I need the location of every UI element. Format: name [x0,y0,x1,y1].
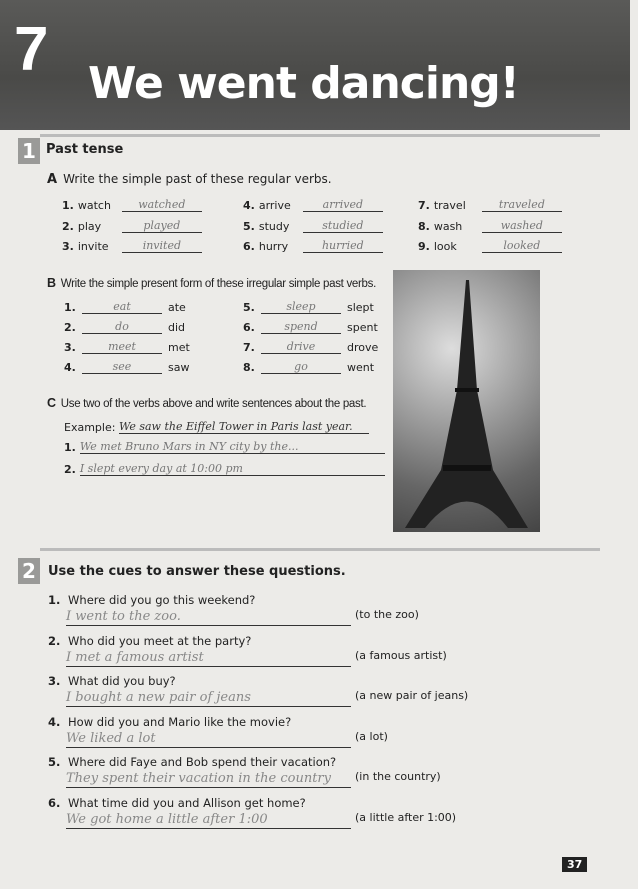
answer-blank[interactable]: drive [261,340,341,354]
cue: (a new pair of jeans) [355,689,469,702]
instruction-c: C Use two of the verbs above and write sentences about the past. [47,396,367,410]
section-title: Past tense [46,142,124,157]
answer-blank[interactable]: spend [261,320,341,334]
verb-item: 6. hurry hurried [243,239,383,253]
question: 4. How did you and Mario like the movie? [48,714,292,729]
question: 1. Where did you go this weekend? [48,593,256,607]
irregular-item: 2. do did [64,320,186,334]
page-number: 37 [562,857,587,872]
verb-item: 2. play played [62,219,202,233]
cue: (to the zoo) [355,608,419,621]
irregular-item: 8. go went [243,360,375,374]
answer-blank[interactable]: studied [303,219,383,233]
answer-blank[interactable]: invited [122,239,202,253]
answer-blank[interactable]: washed [482,219,562,233]
answer-line[interactable]: We liked a lot [66,731,351,748]
irregular-item: 7. drive drove [243,340,379,354]
verb-item: 3. invite invited [62,239,202,253]
verb-item: 9. look looked [418,239,562,253]
verb-item: 1. watch watched [62,198,202,212]
cue: (a famous artist) [355,648,447,662]
answer-blank[interactable]: go [261,360,341,374]
irregular-item: 5. sleep slept [243,300,374,314]
answer-blank[interactable]: hurried [303,239,383,253]
answer-blank[interactable]: watched [122,198,202,212]
instruction-b: B Write the simple present form of these irregular simple past verbs. [47,276,376,290]
answer-line[interactable]: I bought a new pair of jeans [66,690,351,707]
question: 6. What time did you and Allison get home? [48,795,306,810]
verb-item: 8. wash washed [418,219,562,233]
verb-item: 5. study studied [243,219,383,233]
answer-blank[interactable]: traveled [482,198,562,212]
chapter-number: 7 [14,15,49,84]
question: 5. Where did Faye and Bob spend their vacation? [48,755,337,769]
answer-blank[interactable]: do [82,320,162,334]
answer-line[interactable]: I met a famous artist [66,650,351,667]
verb-item: 7. travel traveled [418,198,562,212]
cue: (a lot) [355,729,388,743]
section-number: 1 [18,138,40,164]
answer-blank[interactable]: arrived [303,198,383,212]
cue: (in the country) [355,770,441,783]
answer-line[interactable]: They spent their vacation in the country [66,771,351,788]
answer-line[interactable]: I went to the zoo. [66,609,351,626]
question: 2. Who did you meet at the party? [48,633,252,648]
answer-blank[interactable]: played [122,219,202,233]
section-title: Use the cues to answer these questions. [48,564,346,579]
answer-blank[interactable]: see [82,360,162,374]
irregular-item: 4. see saw [64,360,190,374]
answer-line[interactable]: We got home a little after 1:00 [66,812,351,829]
irregular-item: 1. eat ate [64,300,186,314]
cue: (a little after 1:00) [355,810,457,824]
divider [40,548,600,551]
example: Example: We saw the Eiffel Tower in Paris last year. [64,420,369,434]
answer-blank[interactable]: looked [482,239,562,253]
chapter-title: We went dancing! [88,58,519,109]
sentence-2[interactable]: 2. I slept every day at 10:00 pm [64,462,385,476]
eiffel-tower-photo [393,270,540,532]
sentence-1[interactable]: 1. We met Bruno Mars in NY city by the... [64,440,385,454]
answer-blank[interactable]: sleep [261,300,341,314]
irregular-item: 6. spend spent [243,320,378,334]
answer-blank[interactable]: eat [82,300,162,314]
answer-blank[interactable]: meet [82,340,162,354]
question: 3. What did you buy? [48,674,176,688]
irregular-item: 3. meet met [64,340,190,354]
verb-item: 4. arrive arrived [243,198,383,212]
instruction-a: A Write the simple past of these regular verbs. [47,172,332,187]
section-number: 2 [18,558,40,584]
divider [40,134,600,137]
